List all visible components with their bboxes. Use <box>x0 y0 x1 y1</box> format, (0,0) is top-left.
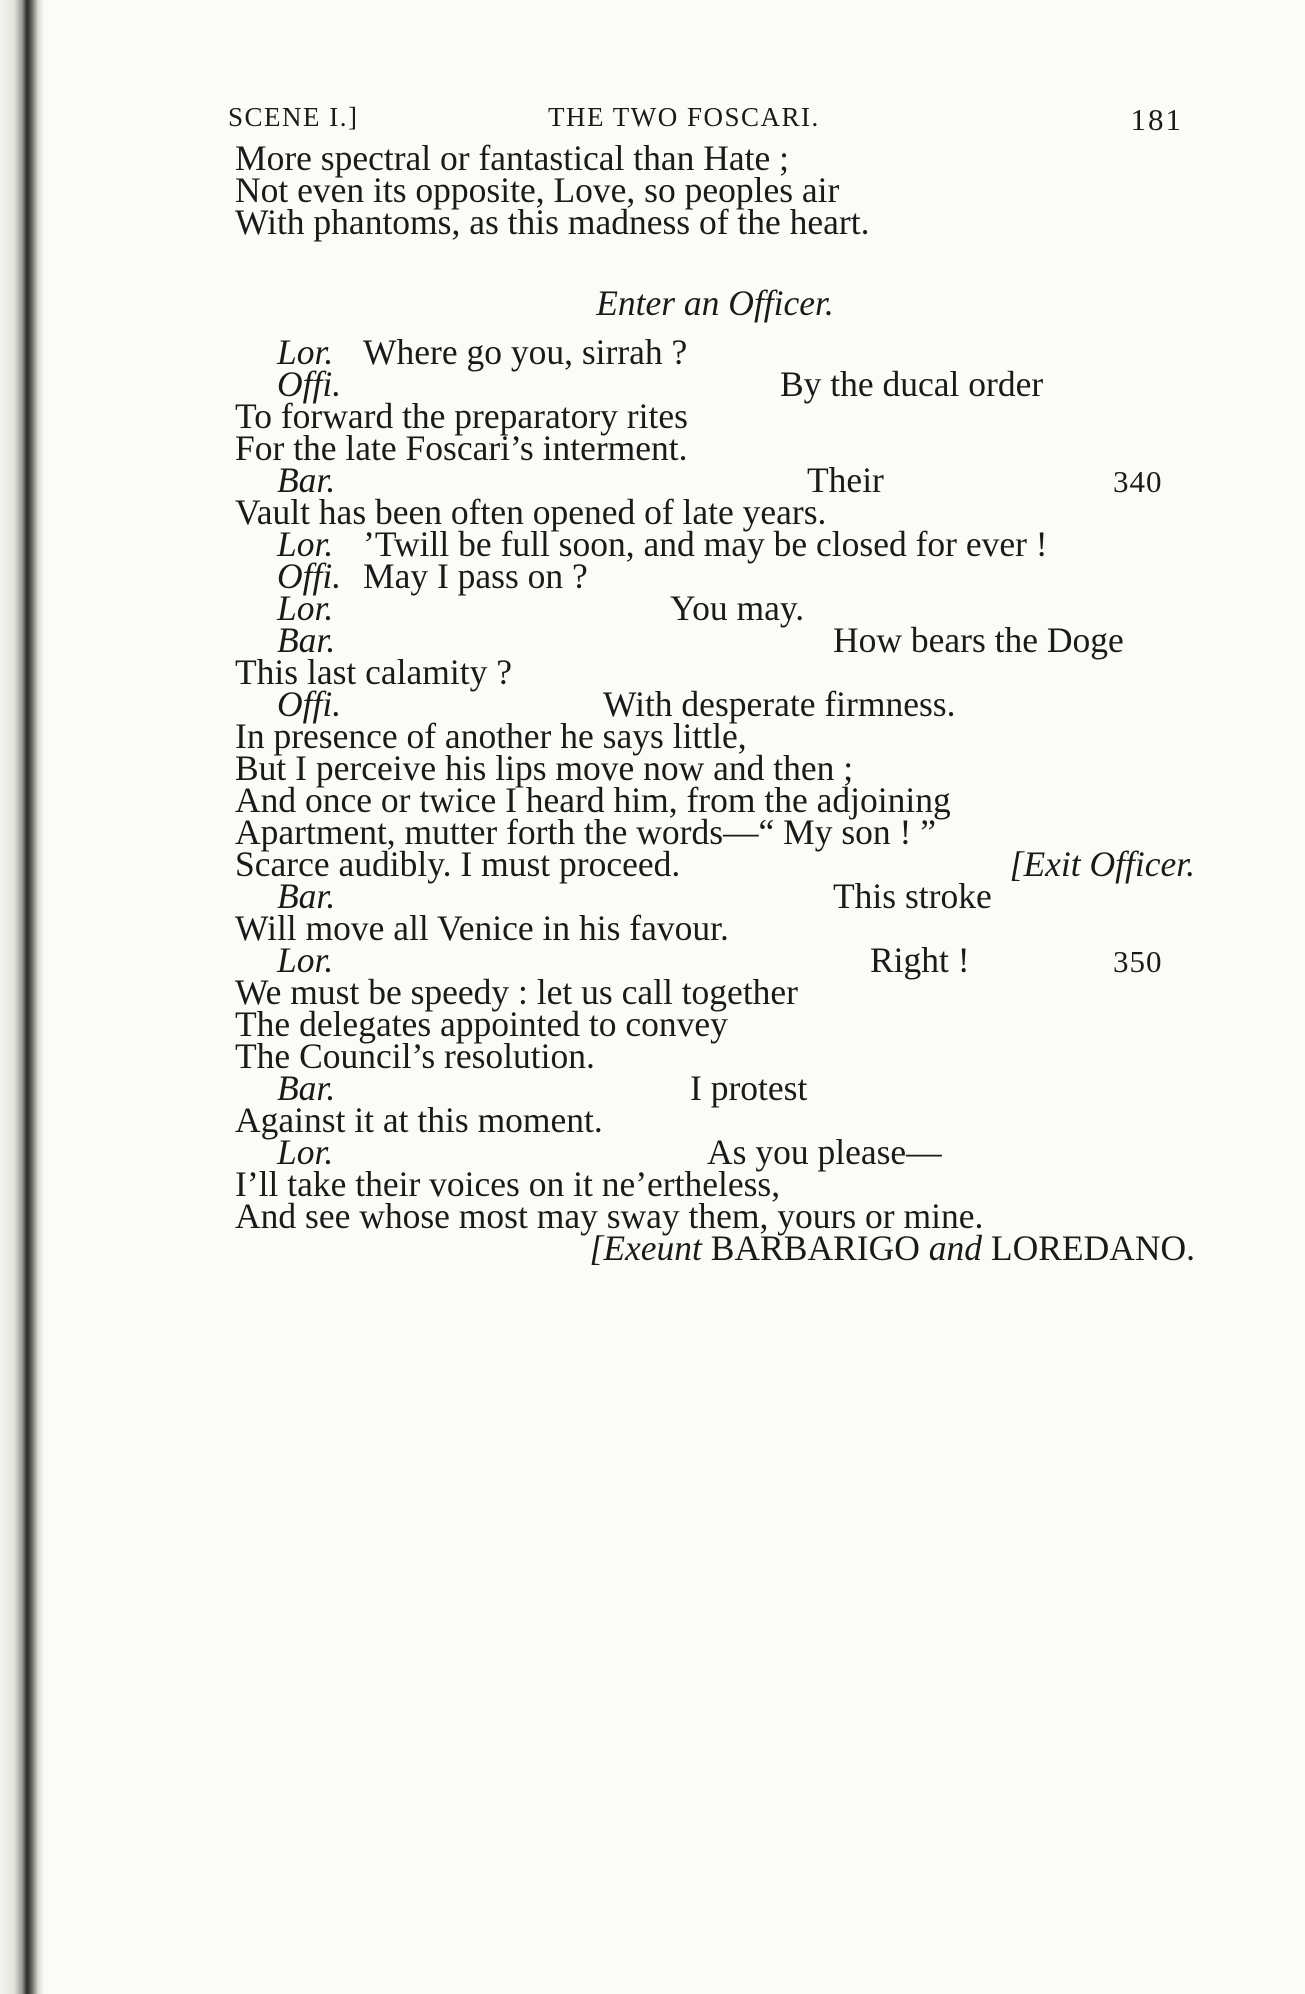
verse-line: With phantoms, as this madness of the heart. <box>235 202 870 242</box>
line-number: 340 <box>1113 464 1163 499</box>
verse-line: I’ll take their voices on it ne’ertheless, <box>235 1164 781 1204</box>
speaker-name: Offi. <box>277 684 342 724</box>
verse-line: Bar. I protest <box>277 1068 808 1108</box>
speaker-name: Bar. <box>277 876 336 916</box>
speaker-name: Offi. <box>277 556 342 596</box>
verse-line: The delegates appointed to convey <box>235 1004 728 1044</box>
speaker-name: Lor. <box>277 524 334 564</box>
speaker-name: Bar. <box>277 620 336 660</box>
speaker-name: Lor. <box>277 940 334 980</box>
verse-line: More spectral or fantastical than Hate ; <box>235 138 789 178</box>
speaker-name: Lor. <box>277 332 334 372</box>
verse-line: Offi. By the ducal order <box>277 364 1044 404</box>
verse-line: Will move all Venice in his favour. <box>235 908 729 948</box>
verse-line: Vault has been often opened of late years. <box>235 492 827 532</box>
verse-line: Scarce audibly. I must proceed. [Exit Officer. <box>235 844 1195 884</box>
speaker-name: Offi. <box>277 364 342 404</box>
verse-line: Offi. With desperate firmness. <box>277 684 956 724</box>
stage-direction: [Exeunt BARBARIGO and LOREDANO. <box>589 1228 1195 1268</box>
verse-line: Bar. This stroke <box>277 876 992 916</box>
speaker-name: Bar. <box>277 1068 336 1108</box>
verse-line: We must be speedy : let us call together <box>235 972 799 1012</box>
verse-line: Offi. May I pass on ? <box>277 556 588 596</box>
verse-line: For the late Foscari’s interment. <box>235 428 688 468</box>
scene-label: SCENE I.] <box>228 102 359 132</box>
play-title: THE TWO FOSCARI. <box>548 102 820 132</box>
book-spine-shadow <box>0 0 44 1994</box>
verse-line: Bar. Their <box>277 460 884 500</box>
verse-line: Lor. As you please— <box>277 1132 942 1172</box>
stage-direction: Enter an Officer. <box>596 283 834 323</box>
verse-line: And once or twice I heard him, from the adjoining <box>235 780 951 820</box>
speaker-name: Lor. <box>277 1132 334 1172</box>
verse-line: In presence of another he says little, <box>235 716 747 756</box>
verse-line: But I perceive his lips move now and then ; <box>235 748 854 788</box>
page-number: 181 <box>1130 102 1183 137</box>
verse-line: And see whose most may sway them, yours or mine. <box>235 1196 984 1236</box>
speaker-name: Bar. <box>277 460 336 500</box>
speaker-name: Lor. <box>277 588 334 628</box>
verse-line: Bar. How bears the Doge <box>277 620 1124 660</box>
running-header <box>228 102 1183 142</box>
verse-line: Not even its opposite, Love, so peoples air <box>235 170 840 210</box>
verse-line: Lor. ’Twill be full soon, and may be closed for ever ! <box>277 524 1048 564</box>
stage-direction: [Exit Officer. <box>1009 844 1195 884</box>
verse-line: Against it at this moment. <box>235 1100 603 1140</box>
verse-line: The Council’s resolution. <box>235 1036 595 1076</box>
verse-line: To forward the preparatory rites <box>235 396 688 436</box>
verse-line: Lor. You may. <box>277 588 805 628</box>
verse-line: Lor. Right ! <box>277 940 970 980</box>
verse-line: Lor. Where go you, sirrah ? <box>277 332 688 372</box>
verse-line: Apartment, mutter forth the words—“ My son ! ” <box>235 812 936 852</box>
line-number: 350 <box>1113 944 1163 979</box>
verse-line: This last calamity ? <box>235 652 513 692</box>
